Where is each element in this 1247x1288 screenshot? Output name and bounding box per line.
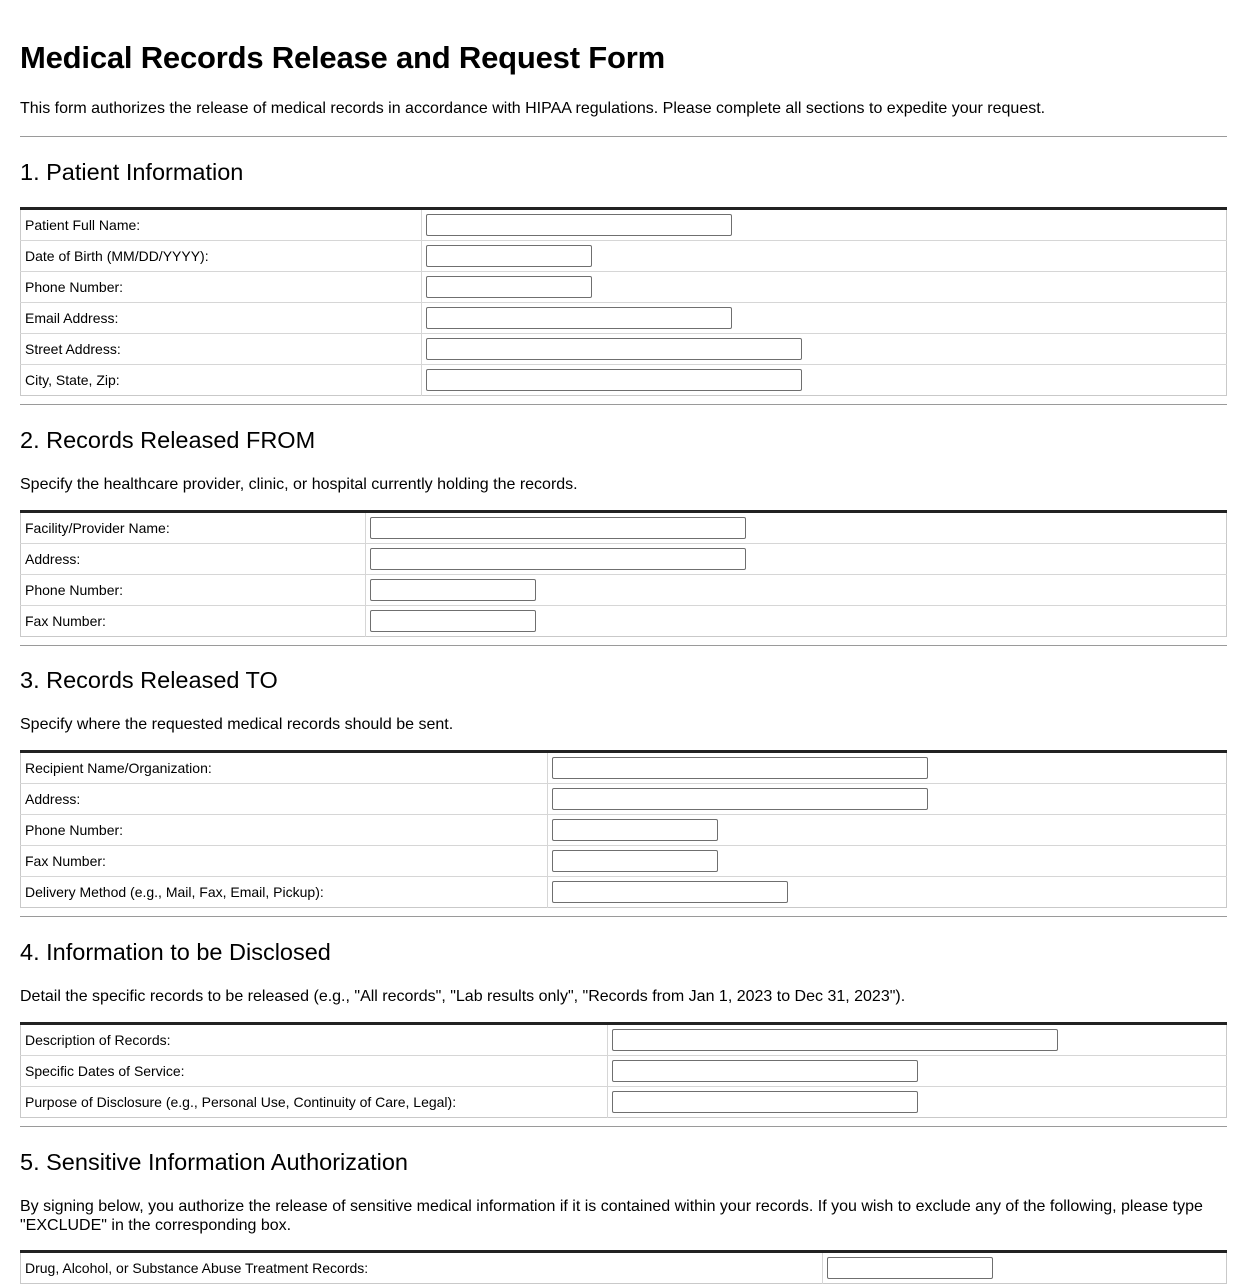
provider-name-input[interactable]: [370, 517, 746, 539]
table-row: [21, 241, 1227, 272]
field-label: Fax Number:: [21, 846, 548, 877]
section-heading: 3. Records Released TO: [20, 667, 278, 693]
field-label: Facility/Provider Name:: [21, 512, 366, 544]
section-heading: 2. Records Released FROM: [20, 427, 316, 453]
records-to-table: [20, 750, 1227, 908]
dates-of-service-input[interactable]: [612, 1060, 918, 1082]
table-row: [21, 272, 1227, 303]
section-heading: 4. Information to be Disclosed: [20, 939, 331, 965]
table-row: [21, 1252, 1227, 1284]
date-of-birth-input[interactable]: [426, 245, 592, 267]
table-row: [21, 334, 1227, 365]
section-sensitive-information: [20, 1148, 1227, 1235]
section-information-disclosed: [20, 938, 1227, 1006]
recipient-address-input[interactable]: [552, 788, 928, 810]
field-label: City, State, Zip:: [21, 365, 422, 396]
field-label: Street Address:: [21, 334, 422, 365]
table-row: [21, 303, 1227, 334]
field-label: Phone Number:: [21, 272, 422, 303]
section-records-to: [20, 666, 1227, 734]
information-disclosed-table: [20, 1022, 1227, 1118]
delivery-method-input[interactable]: [552, 881, 788, 903]
table-row: [21, 512, 1227, 544]
records-from-table: [20, 510, 1227, 637]
table-row: [21, 365, 1227, 396]
section-description: By signing below, you authorize the release of sensitive medical information if it is contained within your records. If you wish to exclude any of the following, please type "EXCLUDE" in the corresponding box.: [20, 1198, 1203, 1234]
table-row: [21, 209, 1227, 241]
intro-text: This form authorizes the release of medical records in accordance with HIPAA regulations. Please complete all sections to expedite your request.: [20, 100, 1046, 117]
section-patient-information: [20, 158, 1227, 186]
divider: [20, 136, 1227, 137]
table-row: [21, 784, 1227, 815]
section-description: Specify the healthcare provider, clinic, or hospital currently holding the records.: [20, 476, 578, 493]
recipient-name-input[interactable]: [552, 757, 928, 779]
provider-phone-input[interactable]: [370, 579, 536, 601]
purpose-of-disclosure-input[interactable]: [612, 1091, 918, 1113]
field-label: Address:: [21, 544, 366, 575]
recipient-phone-input[interactable]: [552, 819, 718, 841]
field-label: Phone Number:: [21, 815, 548, 846]
provider-address-input[interactable]: [370, 548, 746, 570]
description-of-records-input[interactable]: [612, 1029, 1058, 1051]
divider: [20, 404, 1227, 405]
recipient-fax-input[interactable]: [552, 850, 718, 872]
patient-phone-input[interactable]: [426, 276, 592, 298]
table-row: [21, 877, 1227, 908]
field-label: Recipient Name/Organization:: [21, 752, 548, 784]
table-row: [21, 606, 1227, 637]
field-label: Delivery Method (e.g., Mail, Fax, Email, Pickup):: [21, 877, 548, 908]
section-heading: 1. Patient Information: [20, 159, 244, 185]
divider: [20, 916, 1227, 917]
field-label: Phone Number:: [21, 575, 366, 606]
patient-full-name-input[interactable]: [426, 214, 732, 236]
table-row: [21, 575, 1227, 606]
table-row: [21, 846, 1227, 877]
section-records-from: [20, 426, 1227, 494]
patient-information-table: [20, 207, 1227, 396]
field-label: Description of Records:: [21, 1024, 608, 1056]
field-label: Fax Number:: [21, 606, 366, 637]
table-row: [21, 1087, 1227, 1118]
page-title: Medical Records Release and Request Form: [20, 40, 665, 75]
field-label: Date of Birth (MM/DD/YYYY):: [21, 241, 422, 272]
table-row: [21, 752, 1227, 784]
section-description: Specify where the requested medical records should be sent.: [20, 716, 454, 733]
substance-abuse-records-input[interactable]: [827, 1257, 993, 1279]
provider-fax-input[interactable]: [370, 610, 536, 632]
sensitive-information-table: [20, 1250, 1227, 1284]
field-label: Purpose of Disclosure (e.g., Personal Use, Continuity of Care, Legal):: [21, 1087, 608, 1118]
table-row: [21, 1056, 1227, 1087]
section-heading: 5. Sensitive Information Authorization: [20, 1149, 408, 1175]
field-label: Patient Full Name:: [21, 209, 422, 241]
divider: [20, 645, 1227, 646]
street-address-input[interactable]: [426, 338, 802, 360]
field-label: Email Address:: [21, 303, 422, 334]
table-row: [21, 544, 1227, 575]
field-label: Specific Dates of Service:: [21, 1056, 608, 1087]
patient-email-input[interactable]: [426, 307, 732, 329]
table-row: [21, 1024, 1227, 1056]
field-label: Address:: [21, 784, 548, 815]
field-label: Drug, Alcohol, or Substance Abuse Treatment Records:: [21, 1252, 823, 1284]
divider: [20, 1126, 1227, 1127]
section-description: Detail the specific records to be released (e.g., "All records", "Lab results only", "Records from Jan 1, 2023 to Dec 31, 2023").: [20, 988, 906, 1005]
city-state-zip-input[interactable]: [426, 369, 802, 391]
table-row: [21, 815, 1227, 846]
